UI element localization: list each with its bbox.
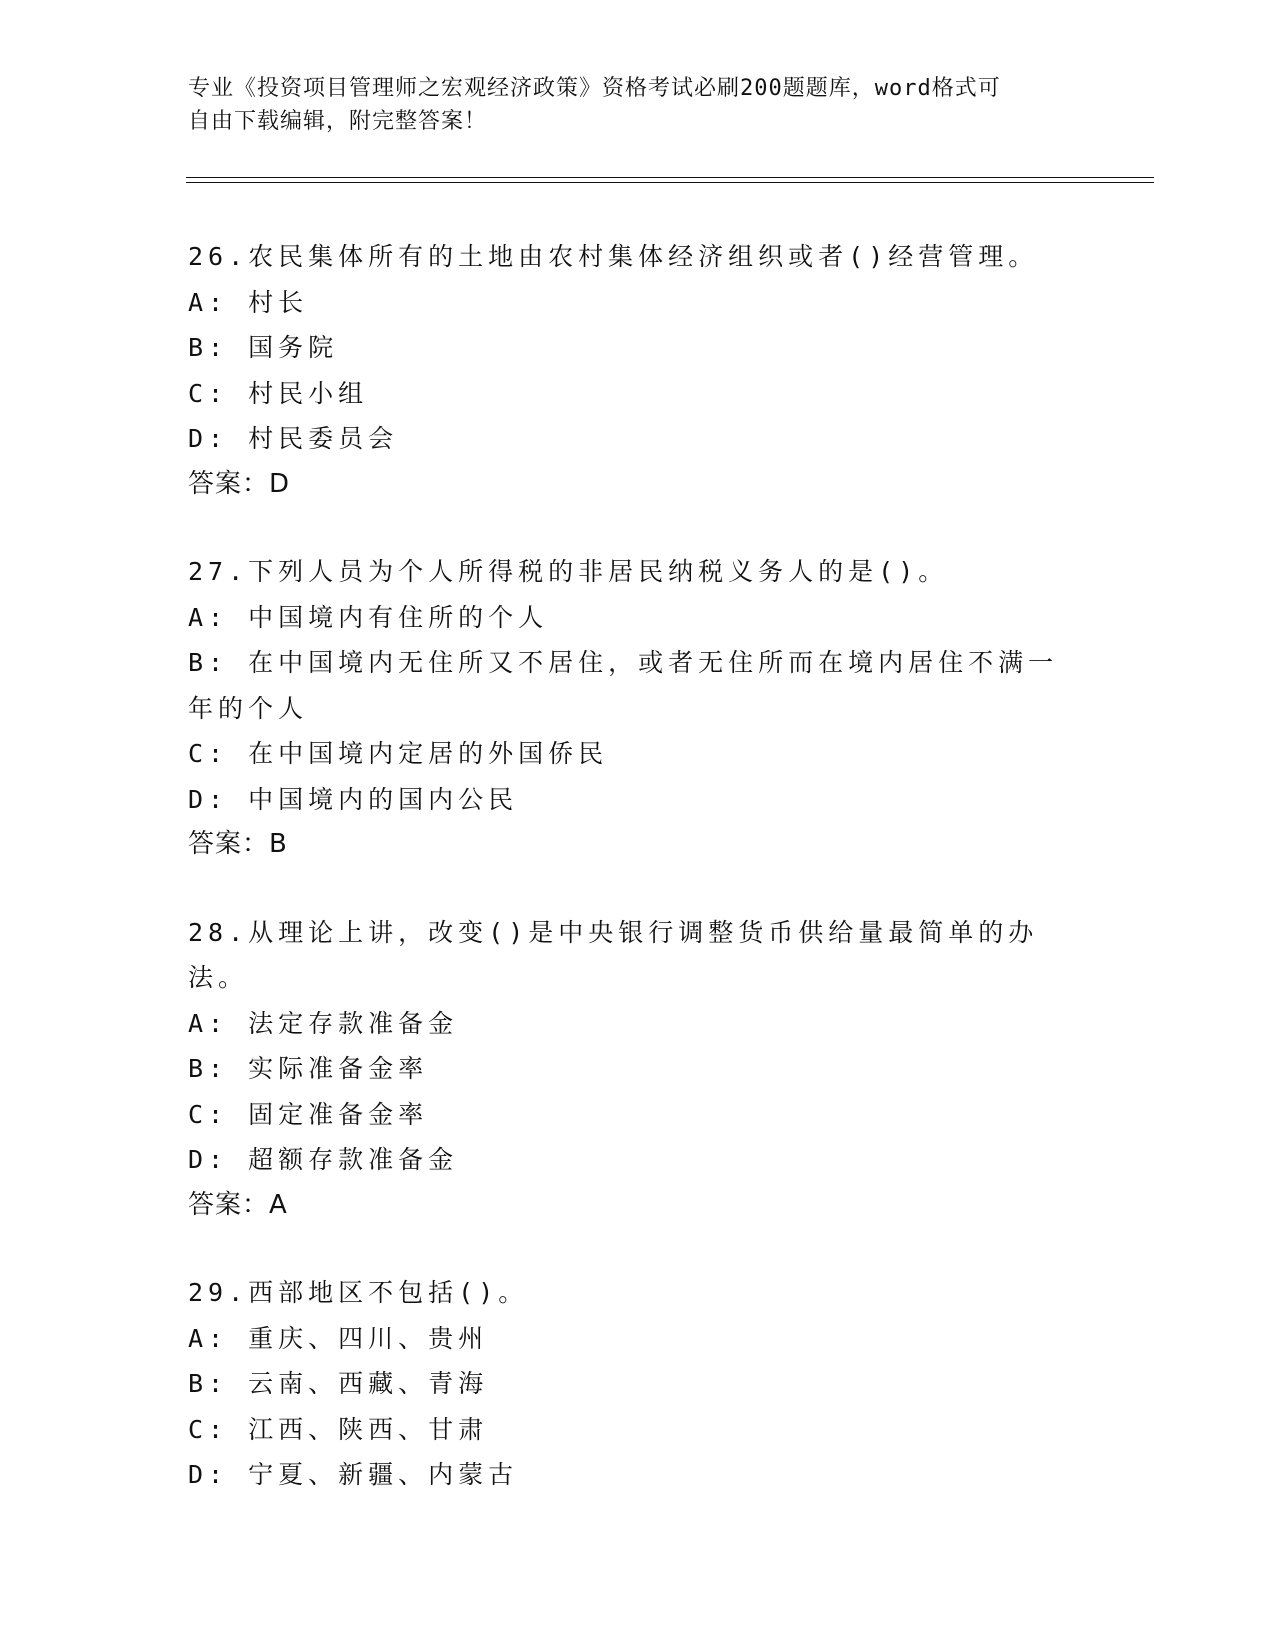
option-a: A: 重庆、四川、贵州: [188, 1323, 489, 1353]
answer-line: 答案：D: [188, 468, 291, 499]
option-b: B: 国务院: [188, 333, 339, 362]
option-c: C: 江西、陕西、甘肃: [188, 1414, 489, 1444]
document-header: [188, 72, 1088, 138]
option-d: D: 宁夏、新疆、内蒙古: [188, 1460, 519, 1489]
question-stem: 27.下列人员为个人所得税的非居民纳税义务人的是()。: [188, 557, 949, 586]
question-stem: 28.从理论上讲，改变()是中央银行调整货币供给量最简单的办法。: [188, 917, 1039, 992]
question-26: [188, 234, 1088, 507]
option-d: D: 超额存款准备金: [188, 1145, 459, 1174]
question-27: [188, 549, 1088, 868]
answer-line: 答案：A: [188, 1189, 288, 1220]
question-stem: 29.西部地区不包括()。: [188, 1278, 529, 1307]
header-line-1: 专业《投资项目管理师之宏观经济政策》资格考试必刷200题题库，word格式可: [188, 76, 1001, 101]
option-a: A: 中国境内有住所的个人: [188, 602, 549, 632]
question-stem: 26.农民集体所有的土地由农村集体经济组织或者()经营管理。: [188, 242, 1039, 271]
header-divider-top: [186, 177, 1154, 178]
option-a: A: 法定存款准备金: [188, 1008, 459, 1038]
question-29: [188, 1270, 1088, 1498]
question-28: [188, 910, 1088, 1229]
option-b: B: 实际准备金率: [188, 1054, 429, 1083]
option-c: C: 固定准备金率: [188, 1099, 429, 1129]
option-b: B: 在中国境内无住所又不居住，或者无住所而在境内居住不满一年的个人: [188, 648, 1059, 723]
option-d: D: 村民委员会: [188, 424, 399, 453]
question-list: [188, 234, 1088, 1540]
answer-line: 答案：B: [188, 829, 288, 859]
option-b: B: 云南、西藏、青海: [188, 1369, 489, 1398]
header-line-2: 自由下载编辑，附完整答案！: [188, 109, 488, 134]
option-a: A: 村长: [188, 287, 309, 317]
option-d: D: 中国境内的国内公民: [188, 784, 519, 814]
option-c: C: 村民小组: [188, 378, 369, 408]
option-c: C: 在中国境内定居的外国侨民: [188, 739, 609, 768]
header-divider-bottom: [186, 182, 1154, 183]
